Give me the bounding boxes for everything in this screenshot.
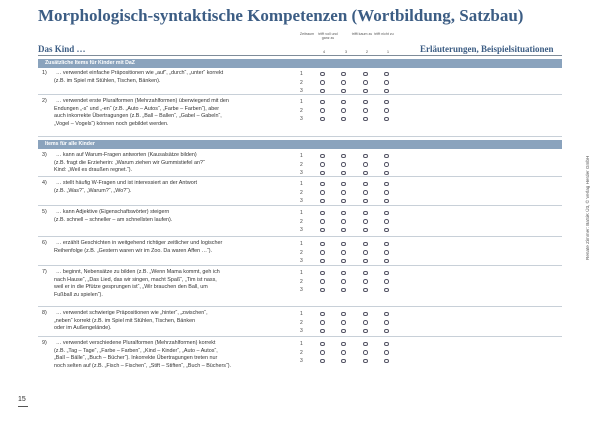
- rating-row-number: 3: [300, 287, 303, 293]
- item-line: Reihenfolge (z.B. „Gestern waren wir im Zoo. Da waren Affen …“).: [54, 247, 213, 254]
- rating-radio[interactable]: [363, 242, 368, 247]
- rating-radio[interactable]: [363, 89, 368, 94]
- item-line: … verwendet erste Pluralformen (Mehrzahlformen) überwiegend mit den: [56, 98, 229, 104]
- rating-grid: [293, 70, 421, 96]
- item-divider: [38, 236, 562, 237]
- rating-radio[interactable]: [384, 72, 389, 77]
- rating-row-number: 1: [300, 153, 303, 159]
- item-divider: [38, 176, 562, 177]
- rating-row-number: 1: [300, 71, 303, 77]
- item-line: auch inkorrekte Übertragungen (z.B. „Ball – Ballen“, „Gabel – Gabeln“,: [54, 113, 222, 120]
- rating-row: [293, 98, 421, 107]
- item-line: (z.B. „Tag – Tage“, „Farbe – Farben“, „Kind – Kinder“, „Auto – Autos“,: [54, 347, 218, 354]
- item-number: 4): [42, 180, 47, 186]
- rating-radio[interactable]: [320, 329, 325, 334]
- rating-radio[interactable]: [363, 182, 368, 187]
- rating-radio[interactable]: [384, 80, 389, 85]
- rating-radio[interactable]: [363, 211, 368, 216]
- rating-radio[interactable]: [341, 271, 346, 276]
- rating-radio[interactable]: [341, 242, 346, 247]
- rating-row-number: 3: [300, 198, 303, 204]
- rating-radio[interactable]: [320, 320, 325, 325]
- rating-radio[interactable]: [341, 72, 346, 77]
- rating-grid: [293, 152, 421, 178]
- rating-radio[interactable]: [384, 199, 389, 204]
- rating-row-number: 1: [300, 210, 303, 216]
- item-line: noch selten auf (z.B. „Fisch – Fischen“, „Stift – Stiften“, „Buch – Büchers“).: [54, 362, 232, 369]
- rating-radio[interactable]: [320, 154, 325, 159]
- item-line: „Ball – Bälle“, „Buch – Bücher“). Inkorrekte Übertragungen treten nur: [54, 355, 218, 362]
- rating-row: [293, 180, 421, 189]
- rating-row-number: 1: [300, 341, 303, 347]
- header-rule: [38, 55, 562, 56]
- item-line: … verwendet einfache Präpositionen wie „auf“, „durch“, „unter“ korrekt: [56, 70, 224, 76]
- item-first-line: [38, 209, 293, 217]
- rating-radio[interactable]: [320, 271, 325, 276]
- rating-radio[interactable]: [341, 312, 346, 317]
- scale-label-zeitraum: Zeitraum: [299, 32, 315, 36]
- rating-grid: [293, 340, 421, 366]
- rating-radio[interactable]: [363, 190, 368, 195]
- item-first-line: [38, 310, 293, 318]
- rating-radio[interactable]: [363, 359, 368, 364]
- rating-radio[interactable]: [363, 219, 368, 224]
- rating-radio[interactable]: [363, 72, 368, 77]
- rating-radio[interactable]: [320, 359, 325, 364]
- item-number: 5): [42, 209, 47, 215]
- item-first-line: [38, 180, 293, 188]
- rating-radio[interactable]: [384, 219, 389, 224]
- rating-radio[interactable]: [320, 259, 325, 264]
- rating-row-number: 3: [300, 170, 303, 176]
- rating-radio[interactable]: [341, 259, 346, 264]
- item-line: (z.B. fragt die Erzieherin: „Warum ziehen wir Gummistiefel an?“: [54, 159, 205, 166]
- item-line: oder im Außengelände).: [54, 325, 112, 332]
- rating-radio[interactable]: [363, 350, 368, 355]
- item-line: Endungen „-s“ und „-en“ (z.B. „Auto – Autos“, „Farbe – Farben“), aber: [54, 105, 220, 112]
- rating-radio[interactable]: [384, 190, 389, 195]
- item-line: … stellt häufig W-Fragen und ist interessiert an der Antwort: [56, 180, 198, 186]
- item-first-line: [38, 70, 293, 78]
- rating-row: [293, 286, 421, 295]
- item-number: 2): [42, 98, 47, 104]
- rating-radio[interactable]: [341, 89, 346, 94]
- rating-radio[interactable]: [384, 279, 389, 284]
- rating-row: [293, 240, 421, 249]
- copyright-notice: Renate Zimmer: BaSiK Ü3, © Verlag Herder GmbH: [585, 155, 590, 260]
- assessment-item: [38, 269, 293, 299]
- item-line: … verwendet schwierige Präpositionen wie „hinter“, „zwischen“,: [56, 310, 208, 316]
- item-divider: [38, 205, 562, 206]
- scale-label-kaum: trifft kaum zu: [351, 32, 373, 36]
- rating-row-number: 1: [300, 99, 303, 105]
- rating-radio[interactable]: [341, 228, 346, 233]
- rating-radio[interactable]: [320, 199, 325, 204]
- rating-radio[interactable]: [341, 359, 346, 364]
- section-header: Zusätzliche Items für Kinder mit DaZ: [38, 59, 562, 68]
- rating-radio[interactable]: [320, 182, 325, 187]
- rating-radio[interactable]: [341, 320, 346, 325]
- rating-row-number: 3: [300, 328, 303, 334]
- rating-row: [293, 107, 421, 116]
- rating-radio[interactable]: [363, 312, 368, 317]
- rating-radio[interactable]: [363, 117, 368, 122]
- rating-grid: [293, 269, 421, 295]
- rating-row-number: 3: [300, 88, 303, 94]
- rating-row-number: 3: [300, 227, 303, 233]
- rating-row: [293, 152, 421, 161]
- rating-radio[interactable]: [320, 89, 325, 94]
- item-number: 3): [42, 152, 47, 158]
- item-first-line: [38, 152, 293, 160]
- rating-row: [293, 357, 421, 366]
- assessment-item: [38, 98, 293, 128]
- rating-row-number: 3: [300, 258, 303, 264]
- rating-radio[interactable]: [384, 228, 389, 233]
- rating-row-number: 2: [300, 107, 303, 114]
- rating-radio[interactable]: [363, 342, 368, 347]
- rating-row-number: 2: [300, 189, 303, 196]
- scale-number: 3: [344, 49, 348, 54]
- scale-label-voll: trifft voll und ganz zu: [318, 32, 338, 40]
- rating-radio[interactable]: [341, 117, 346, 122]
- item-divider: [38, 336, 562, 337]
- rating-row-number: 1: [300, 181, 303, 187]
- item-number: 9): [42, 340, 47, 346]
- rating-radio[interactable]: [384, 154, 389, 159]
- rating-radio[interactable]: [384, 350, 389, 355]
- rating-radio[interactable]: [363, 288, 368, 293]
- rating-row: [293, 349, 421, 358]
- rating-radio[interactable]: [384, 288, 389, 293]
- item-line: Kind: „Weil es draußen regnet.“).: [54, 167, 133, 174]
- rating-row: [293, 269, 421, 278]
- rating-grid: [293, 180, 421, 206]
- rating-row: [293, 249, 421, 258]
- item-divider: [38, 265, 562, 266]
- rating-radio[interactable]: [341, 182, 346, 187]
- rating-row: [293, 340, 421, 349]
- item-line: „neben“ korrekt (z.B. im Spiel mit Stühlen, Tischen, Bänken: [54, 317, 196, 324]
- item-number: 6): [42, 240, 47, 246]
- item-line: … kann Adjektive (Eigenschaftswörter) steigern: [56, 209, 170, 215]
- rating-radio[interactable]: [320, 80, 325, 85]
- rating-row: [293, 79, 421, 88]
- rating-radio[interactable]: [363, 162, 368, 167]
- rating-radio[interactable]: [320, 171, 325, 176]
- rating-row-number: 2: [300, 349, 303, 356]
- rating-radio[interactable]: [384, 182, 389, 187]
- rating-radio[interactable]: [363, 199, 368, 204]
- rating-row-number: 3: [300, 116, 303, 122]
- item-line: … kann auf Warum-Fragen antworten (Kausalsätze bilden): [56, 152, 197, 158]
- rating-radio[interactable]: [341, 211, 346, 216]
- assessment-item: [38, 340, 293, 370]
- rating-row: [293, 218, 421, 227]
- rating-radio[interactable]: [341, 199, 346, 204]
- rating-row-number: 2: [300, 278, 303, 285]
- item-first-line: [38, 340, 293, 348]
- rating-radio[interactable]: [384, 271, 389, 276]
- rating-radio[interactable]: [363, 279, 368, 284]
- rating-row: [293, 115, 421, 124]
- rating-row-number: 1: [300, 270, 303, 276]
- rating-radio[interactable]: [320, 190, 325, 195]
- rating-radio[interactable]: [384, 108, 389, 113]
- item-first-line: [38, 240, 293, 248]
- assessment-item: [38, 180, 293, 195]
- rating-row-number: 2: [300, 319, 303, 326]
- rating-radio[interactable]: [384, 329, 389, 334]
- item-line: weil er in die Pfütze gesprungen ist“, „Wir brauchen den Ball, um: [54, 284, 208, 291]
- rating-grid: [293, 310, 421, 336]
- rating-radio[interactable]: [363, 154, 368, 159]
- scale-number: 2: [365, 49, 369, 54]
- rating-radio[interactable]: [363, 80, 368, 85]
- rating-row: [293, 319, 421, 328]
- item-divider: [38, 136, 562, 137]
- rating-row: [293, 161, 421, 170]
- scale-number: 4: [322, 49, 326, 54]
- rating-row: [293, 70, 421, 79]
- rating-row: [293, 226, 421, 235]
- rating-radio[interactable]: [320, 279, 325, 284]
- rating-radio[interactable]: [320, 108, 325, 113]
- rating-radio[interactable]: [384, 312, 389, 317]
- section-header: Items für alle Kinder: [38, 140, 562, 149]
- rating-radio[interactable]: [341, 279, 346, 284]
- rating-radio[interactable]: [341, 171, 346, 176]
- item-line: nach Hause“, „Das Lied, das wir singen, macht Spaß“, „Tim ist nass,: [54, 276, 217, 283]
- rating-radio[interactable]: [341, 80, 346, 85]
- rating-radio[interactable]: [341, 342, 346, 347]
- rating-row: [293, 189, 421, 198]
- rating-radio[interactable]: [320, 312, 325, 317]
- assessment-item: [38, 70, 293, 85]
- rating-radio[interactable]: [320, 288, 325, 293]
- rating-radio[interactable]: [363, 259, 368, 264]
- rating-row: [293, 209, 421, 218]
- rating-radio[interactable]: [384, 242, 389, 247]
- item-line: (z.B. im Spiel mit Stühlen, Tischen, Bänken).: [54, 77, 161, 84]
- rating-radio[interactable]: [341, 162, 346, 167]
- rating-radio[interactable]: [384, 342, 389, 347]
- rating-radio[interactable]: [320, 250, 325, 255]
- rating-radio[interactable]: [363, 100, 368, 105]
- rating-grid: [293, 98, 421, 124]
- rating-row-number: 2: [300, 249, 303, 256]
- rating-row-number: 3: [300, 358, 303, 364]
- rating-radio[interactable]: [320, 342, 325, 347]
- assessment-item: [38, 209, 293, 224]
- rating-radio[interactable]: [384, 250, 389, 255]
- item-first-line: [38, 98, 293, 106]
- item-number: 7): [42, 269, 47, 275]
- rating-radio[interactable]: [320, 219, 325, 224]
- rating-radio[interactable]: [341, 329, 346, 334]
- page-number-rule: [18, 406, 28, 407]
- rating-radio[interactable]: [384, 211, 389, 216]
- rating-radio[interactable]: [384, 320, 389, 325]
- rating-radio[interactable]: [320, 117, 325, 122]
- rating-radio[interactable]: [384, 171, 389, 176]
- rating-radio[interactable]: [320, 211, 325, 216]
- rating-radio[interactable]: [341, 288, 346, 293]
- rating-radio[interactable]: [341, 154, 346, 159]
- item-line: … erzählt Geschichten in weitgehend richtiger zeitlicher und logischer: [56, 240, 223, 246]
- rating-grid: [293, 240, 421, 266]
- item-line: … verwendet verschiedene Pluralformen (Mehrzahlformen) korrekt: [56, 340, 216, 346]
- rating-radio[interactable]: [363, 329, 368, 334]
- rating-radio[interactable]: [320, 242, 325, 247]
- rating-radio[interactable]: [320, 228, 325, 233]
- rating-row: [293, 327, 421, 336]
- rating-row: [293, 310, 421, 319]
- item-line: (z.B. schnell – schneller – am schnellsten laufen).: [54, 216, 173, 223]
- rating-grid: [293, 209, 421, 235]
- rating-radio[interactable]: [384, 359, 389, 364]
- item-number: 1): [42, 70, 47, 76]
- item-line: Fußball zu spielen“).: [54, 291, 103, 298]
- rating-row: [293, 278, 421, 287]
- rating-radio[interactable]: [363, 171, 368, 176]
- assessment-item: [38, 310, 293, 333]
- rating-row-number: 2: [300, 161, 303, 168]
- rating-radio[interactable]: [384, 117, 389, 122]
- rating-radio[interactable]: [384, 89, 389, 94]
- rating-radio[interactable]: [363, 228, 368, 233]
- rating-radio[interactable]: [363, 108, 368, 113]
- scale-number: 1: [386, 49, 390, 54]
- rating-radio[interactable]: [341, 108, 346, 113]
- rating-radio[interactable]: [320, 350, 325, 355]
- item-number: 8): [42, 310, 47, 316]
- rating-radio[interactable]: [341, 350, 346, 355]
- rating-radio[interactable]: [320, 162, 325, 167]
- item-line: … beginnt, Nebensätze zu bilden (z.B. „Wenn Mama kommt, geh ich: [56, 269, 220, 275]
- page-title: Morphologisch-syntaktische Kompetenzen (Wortbildung, Satzbau): [38, 6, 524, 25]
- rating-radio[interactable]: [341, 100, 346, 105]
- item-divider: [38, 306, 562, 307]
- rating-radio[interactable]: [320, 100, 325, 105]
- rating-radio[interactable]: [384, 100, 389, 105]
- scale-label-nicht: trifft nicht zu: [374, 32, 394, 36]
- rating-row-number: 2: [300, 218, 303, 225]
- item-line: „Vogel – Vogels“) können noch gebildet werden.: [54, 120, 169, 127]
- assessment-item: [38, 240, 293, 255]
- item-first-line: [38, 269, 293, 277]
- rating-row-number: 2: [300, 79, 303, 86]
- item-divider: [38, 94, 562, 95]
- rating-radio[interactable]: [341, 250, 346, 255]
- rating-radio[interactable]: [363, 320, 368, 325]
- rating-row-number: 1: [300, 311, 303, 317]
- rating-radio[interactable]: [384, 162, 389, 167]
- assessment-item: [38, 152, 293, 175]
- rating-radio[interactable]: [363, 250, 368, 255]
- rating-radio[interactable]: [341, 190, 346, 195]
- rating-radio[interactable]: [320, 72, 325, 77]
- rating-radio[interactable]: [341, 219, 346, 224]
- header-das-kind: Das Kind …: [38, 44, 86, 54]
- header-erlaeuterungen: Erläuterungen, Beispielsituationen: [420, 44, 554, 54]
- rating-row-number: 1: [300, 241, 303, 247]
- rating-radio[interactable]: [363, 271, 368, 276]
- page-number: 15: [18, 396, 26, 403]
- item-line: (z.B. „Was?“, „Warum?“, „Wo?“).: [54, 187, 132, 194]
- rating-radio[interactable]: [384, 259, 389, 264]
